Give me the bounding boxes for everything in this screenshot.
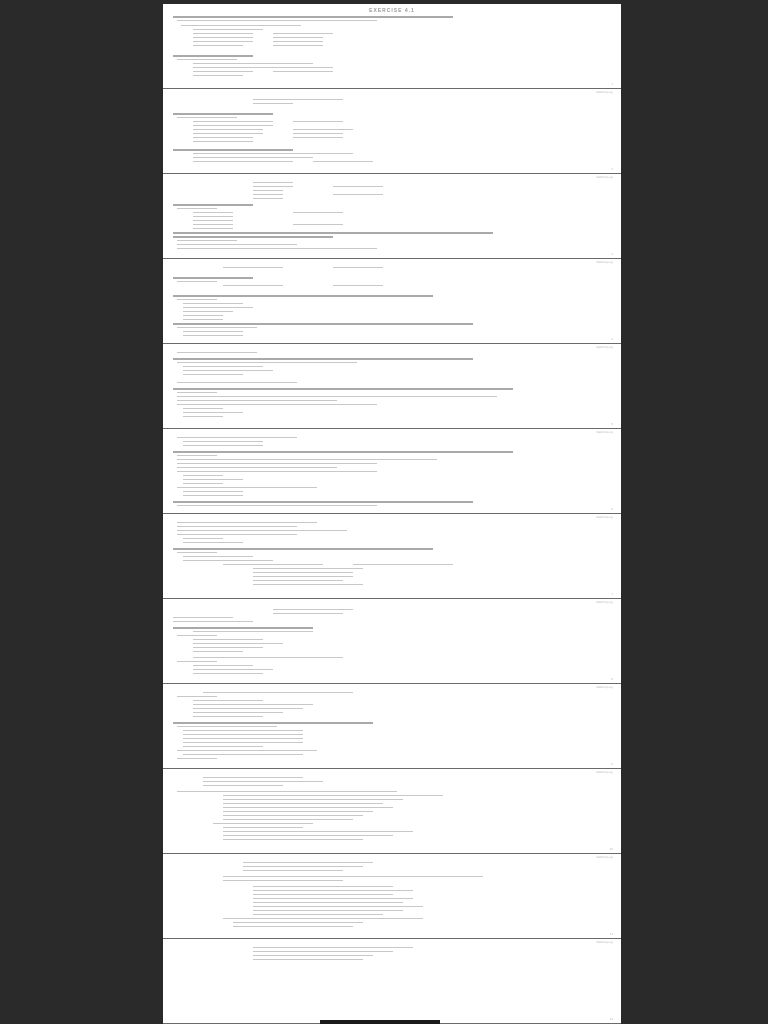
document-page	[163, 174, 621, 259]
text-line-placeholder	[223, 799, 403, 800]
text-line-placeholder	[177, 400, 337, 401]
text-line-placeholder	[253, 906, 423, 907]
text-line-placeholder	[177, 534, 297, 535]
text-line-placeholder	[193, 651, 243, 652]
running-header: MathCity.org	[596, 685, 613, 689]
running-header: MathCity.org	[596, 515, 613, 519]
text-line-placeholder	[243, 862, 373, 863]
text-line-placeholder	[177, 208, 217, 209]
text-line-placeholder	[177, 471, 377, 472]
text-line-placeholder	[193, 129, 263, 130]
text-line-placeholder	[173, 149, 293, 151]
text-line-placeholder	[183, 754, 303, 755]
text-line-placeholder	[203, 781, 323, 782]
text-line-placeholder	[193, 647, 263, 648]
text-line-placeholder	[177, 750, 317, 751]
text-line-placeholder	[177, 244, 297, 245]
text-line-placeholder	[183, 479, 243, 480]
text-line-placeholder	[177, 530, 347, 531]
text-line-placeholder	[183, 746, 263, 747]
text-line-placeholder	[177, 696, 217, 697]
text-line-placeholder	[183, 556, 253, 557]
text-line-placeholder	[193, 673, 263, 674]
text-line-placeholder	[313, 161, 373, 162]
text-line-placeholder	[193, 712, 283, 713]
text-line-placeholder	[177, 661, 217, 662]
page-number: 4	[611, 337, 613, 341]
text-line-placeholder	[177, 552, 217, 553]
running-header: MathCity.org	[596, 430, 613, 434]
text-line-placeholder	[193, 161, 293, 162]
page-number: 11	[609, 932, 613, 936]
text-line-placeholder	[177, 635, 217, 636]
text-line-placeholder	[223, 807, 393, 808]
text-line-placeholder	[173, 621, 253, 622]
text-line-placeholder	[173, 277, 253, 279]
text-line-placeholder	[193, 153, 353, 154]
running-header: MathCity.org	[596, 940, 613, 944]
text-line-placeholder	[293, 129, 353, 130]
running-header: MathCity.org	[596, 770, 613, 774]
document-page	[163, 684, 621, 769]
document-page	[163, 514, 621, 599]
text-line-placeholder	[223, 795, 443, 796]
text-line-placeholder	[173, 113, 273, 115]
text-line-placeholder	[183, 730, 303, 731]
text-line-placeholder	[223, 819, 353, 820]
text-line-placeholder	[193, 125, 273, 126]
text-line-placeholder	[213, 823, 313, 824]
running-header: MathCity.org	[596, 345, 613, 349]
document-viewer[interactable]	[163, 4, 621, 1020]
text-line-placeholder	[293, 121, 343, 122]
text-line-placeholder	[177, 455, 217, 456]
text-line-placeholder	[193, 75, 243, 76]
text-line-placeholder	[173, 358, 473, 360]
text-line-placeholder	[253, 894, 393, 895]
running-header: MathCity.org	[596, 855, 613, 859]
text-line-placeholder	[183, 538, 223, 539]
text-line-placeholder	[193, 71, 253, 72]
text-line-placeholder	[223, 831, 413, 832]
text-line-placeholder	[193, 121, 273, 122]
text-line-placeholder	[223, 827, 303, 828]
page-number: 12	[609, 1017, 613, 1021]
text-line-placeholder	[223, 285, 283, 286]
text-line-placeholder	[353, 564, 453, 565]
document-page	[163, 4, 621, 89]
text-line-placeholder	[193, 41, 253, 42]
text-line-placeholder	[183, 303, 243, 304]
document-page	[163, 939, 621, 1024]
page-number: 1	[611, 82, 613, 86]
text-line-placeholder	[223, 880, 343, 881]
text-line-placeholder	[253, 576, 353, 577]
text-line-placeholder	[253, 886, 393, 887]
text-line-placeholder	[177, 467, 337, 468]
text-line-placeholder	[253, 947, 413, 948]
text-line-placeholder	[193, 63, 313, 64]
text-line-placeholder	[193, 657, 343, 658]
text-line-placeholder	[203, 777, 303, 778]
text-line-placeholder	[253, 914, 383, 915]
text-line-placeholder	[193, 631, 313, 632]
text-line-placeholder	[177, 459, 437, 460]
page-number: 7	[611, 592, 613, 596]
text-line-placeholder	[253, 568, 363, 569]
text-line-placeholder	[183, 491, 243, 492]
text-line-placeholder	[293, 99, 343, 100]
text-line-placeholder	[203, 692, 353, 693]
text-line-placeholder	[173, 548, 433, 550]
text-line-placeholder	[193, 643, 283, 644]
text-line-placeholder	[293, 137, 343, 138]
running-header: MathCity.org	[596, 260, 613, 264]
text-line-placeholder	[183, 331, 243, 332]
text-line-placeholder	[183, 366, 263, 367]
page-number: 5	[611, 422, 613, 426]
text-line-placeholder	[183, 412, 243, 413]
text-line-placeholder	[183, 495, 243, 496]
text-line-placeholder	[183, 416, 223, 417]
text-line-placeholder	[183, 374, 243, 375]
text-line-placeholder	[173, 232, 493, 234]
text-line-placeholder	[177, 281, 217, 282]
text-line-placeholder	[193, 212, 233, 213]
document-page	[163, 344, 621, 429]
text-line-placeholder	[177, 59, 237, 60]
text-line-placeholder	[333, 267, 383, 268]
text-line-placeholder	[177, 791, 397, 792]
text-line-placeholder	[173, 16, 453, 18]
text-line-placeholder	[333, 194, 383, 195]
text-line-placeholder	[173, 388, 513, 390]
text-line-placeholder	[183, 738, 303, 739]
text-line-placeholder	[223, 815, 363, 816]
text-line-placeholder	[183, 734, 303, 735]
text-line-placeholder	[173, 722, 373, 724]
text-line-placeholder	[177, 352, 257, 353]
text-line-placeholder	[181, 25, 301, 26]
text-line-placeholder	[183, 370, 273, 371]
text-line-placeholder	[177, 396, 497, 397]
document-page	[163, 429, 621, 514]
text-line-placeholder	[253, 572, 353, 573]
text-line-placeholder	[173, 295, 433, 297]
text-line-placeholder	[193, 133, 263, 134]
text-line-placeholder	[193, 669, 273, 670]
page-number: 9	[611, 762, 613, 766]
text-line-placeholder	[177, 487, 317, 488]
text-line-placeholder	[177, 20, 377, 21]
text-line-placeholder	[273, 45, 323, 46]
text-line-placeholder	[183, 319, 223, 320]
text-line-placeholder	[183, 441, 263, 442]
text-line-placeholder	[183, 742, 303, 743]
text-line-placeholder	[173, 501, 473, 503]
text-line-placeholder	[273, 67, 333, 68]
text-line-placeholder	[193, 33, 253, 34]
text-line-placeholder	[193, 224, 233, 225]
text-line-placeholder	[177, 240, 237, 241]
text-line-placeholder	[223, 267, 283, 268]
text-line-placeholder	[177, 392, 217, 393]
text-line-placeholder	[193, 37, 253, 38]
text-line-placeholder	[173, 451, 513, 453]
text-line-placeholder	[173, 617, 233, 618]
document-page	[163, 769, 621, 854]
text-line-placeholder	[193, 704, 313, 705]
text-line-placeholder	[253, 898, 413, 899]
text-line-placeholder	[183, 335, 243, 336]
text-line-placeholder	[333, 285, 383, 286]
text-line-placeholder	[193, 228, 233, 229]
text-line-placeholder	[253, 103, 293, 104]
text-line-placeholder	[223, 811, 373, 812]
text-line-placeholder	[177, 248, 377, 249]
text-line-placeholder	[253, 194, 283, 195]
text-line-placeholder	[253, 584, 363, 585]
text-line-placeholder	[253, 890, 413, 891]
text-line-placeholder	[223, 876, 483, 877]
text-line-placeholder	[177, 526, 297, 527]
text-line-placeholder	[173, 204, 253, 206]
page-number: 2	[611, 167, 613, 171]
running-header: MathCity.org	[596, 600, 613, 604]
text-line-placeholder	[183, 483, 223, 484]
text-line-placeholder	[223, 918, 423, 919]
text-line-placeholder	[243, 870, 343, 871]
text-line-placeholder	[193, 157, 313, 158]
document-page	[163, 259, 621, 344]
text-line-placeholder	[293, 224, 343, 225]
text-line-placeholder	[273, 33, 333, 34]
document-page	[163, 854, 621, 939]
text-line-placeholder	[183, 560, 273, 561]
text-line-placeholder	[253, 186, 293, 187]
text-line-placeholder	[193, 716, 263, 717]
text-line-placeholder	[183, 315, 223, 316]
text-line-placeholder	[273, 41, 323, 42]
text-line-placeholder	[177, 404, 377, 405]
text-line-placeholder	[233, 926, 353, 927]
text-line-placeholder	[223, 839, 363, 840]
text-line-placeholder	[223, 835, 393, 836]
text-line-placeholder	[273, 71, 333, 72]
text-line-placeholder	[177, 758, 217, 759]
text-line-placeholder	[273, 37, 323, 38]
text-line-placeholder	[183, 475, 223, 476]
text-line-placeholder	[177, 362, 357, 363]
page-number: 10	[609, 847, 613, 851]
text-line-placeholder	[253, 955, 373, 956]
text-line-placeholder	[177, 437, 297, 438]
text-line-placeholder	[193, 708, 303, 709]
text-line-placeholder	[177, 522, 317, 523]
text-line-placeholder	[253, 951, 393, 952]
text-line-placeholder	[193, 639, 263, 640]
text-line-placeholder	[243, 866, 363, 867]
text-line-placeholder	[253, 182, 293, 183]
text-line-placeholder	[253, 190, 283, 191]
text-line-placeholder	[173, 323, 473, 325]
text-line-placeholder	[223, 803, 383, 804]
text-line-placeholder	[253, 198, 283, 199]
text-line-placeholder	[173, 236, 333, 238]
running-header: MathCity.org	[596, 175, 613, 179]
document-page	[163, 599, 621, 684]
text-line-placeholder	[293, 212, 343, 213]
text-line-placeholder	[173, 55, 253, 57]
text-line-placeholder	[223, 564, 323, 565]
text-line-placeholder	[177, 463, 377, 464]
text-line-placeholder	[233, 922, 363, 923]
text-line-placeholder	[253, 580, 343, 581]
text-line-placeholder	[177, 327, 257, 328]
text-line-placeholder	[177, 726, 277, 727]
text-line-placeholder	[193, 137, 253, 138]
text-line-placeholder	[253, 99, 293, 100]
text-line-placeholder	[253, 902, 403, 903]
running-header: MathCity.org	[596, 90, 613, 94]
text-line-placeholder	[183, 445, 263, 446]
viewer-bottom-bar	[320, 1020, 440, 1024]
page-title: EXERCISE 4.1	[369, 8, 415, 14]
text-line-placeholder	[193, 45, 243, 46]
text-line-placeholder	[193, 29, 263, 30]
document-page	[163, 89, 621, 174]
text-line-placeholder	[193, 220, 233, 221]
text-line-placeholder	[203, 785, 283, 786]
text-line-placeholder	[253, 959, 363, 960]
text-line-placeholder	[193, 216, 233, 217]
text-line-placeholder	[273, 609, 353, 610]
text-line-placeholder	[183, 307, 253, 308]
text-line-placeholder	[183, 542, 243, 543]
text-line-placeholder	[333, 186, 383, 187]
page-number: 8	[611, 677, 613, 681]
text-line-placeholder	[253, 910, 403, 911]
text-line-placeholder	[177, 299, 217, 300]
text-line-placeholder	[193, 700, 263, 701]
text-line-placeholder	[183, 408, 223, 409]
text-line-placeholder	[177, 505, 377, 506]
text-line-placeholder	[173, 627, 313, 629]
text-line-placeholder	[193, 665, 253, 666]
text-line-placeholder	[177, 117, 237, 118]
text-line-placeholder	[193, 141, 253, 142]
page-number: 3	[611, 252, 613, 256]
text-line-placeholder	[273, 613, 343, 614]
text-line-placeholder	[177, 382, 297, 383]
text-line-placeholder	[183, 311, 233, 312]
page-number: 6	[611, 507, 613, 511]
text-line-placeholder	[293, 133, 343, 134]
